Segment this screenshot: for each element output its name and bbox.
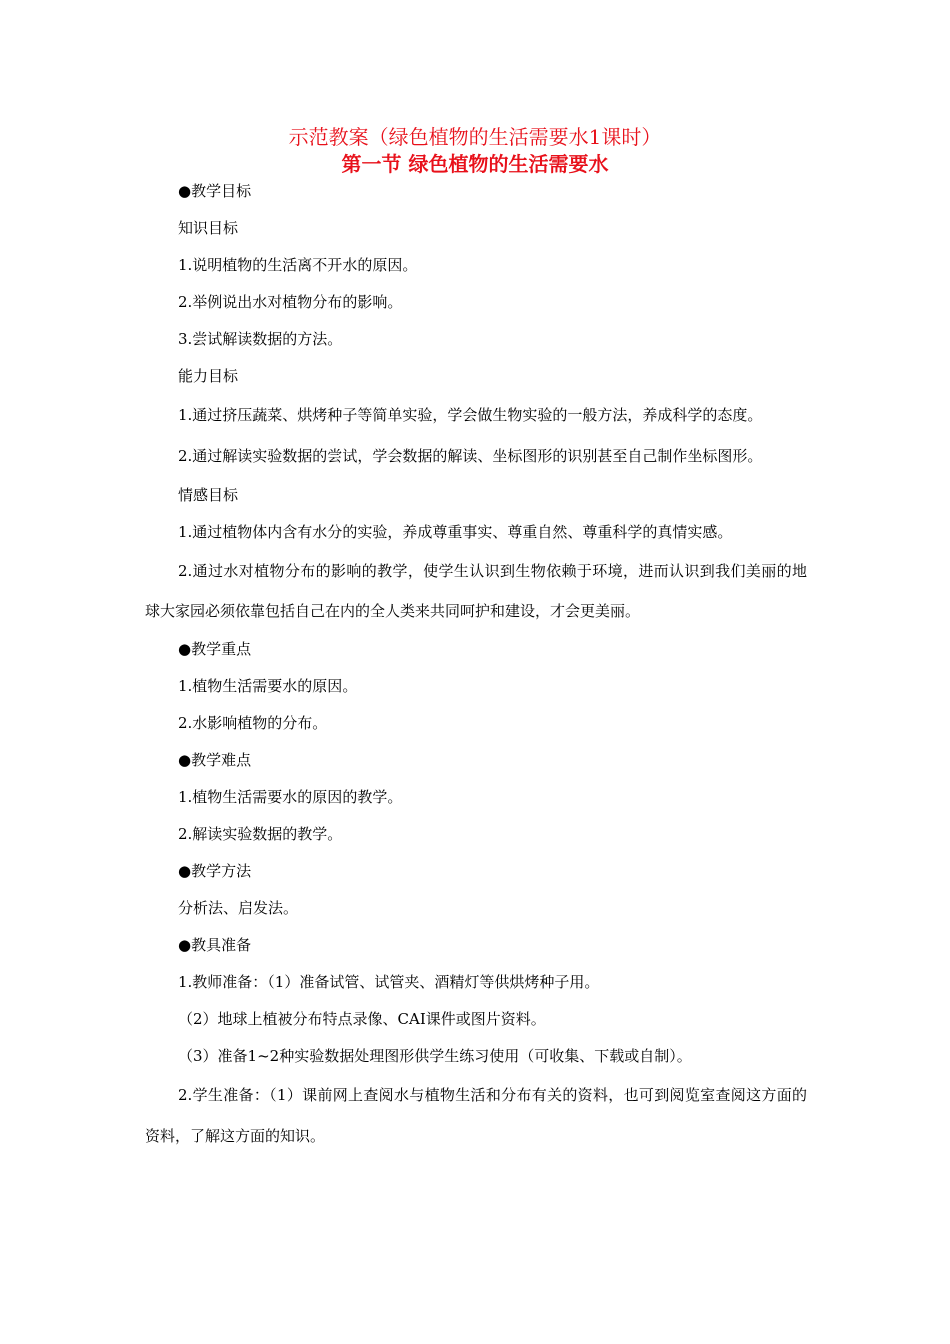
paragraph: 分析法、启发法。 <box>178 899 299 917</box>
heading-teaching-aids: ●教具准备 <box>178 936 252 954</box>
heading-key-points: ●教学重点 <box>178 640 252 658</box>
paragraph: （2）地球上植被分布特点录像、CAI课件或图片资料。 <box>178 1010 546 1028</box>
heading-teaching-goals: ●教学目标 <box>178 182 252 200</box>
paragraph: 2.水影响植物的分布。 <box>178 714 328 732</box>
paragraph: 2.学生准备：（1）课前网上查阅水与植物生活和分布有关的资料，也可到阅览室查阅这方面的资料，了解这方面的知识。 <box>145 1086 807 1145</box>
subheading-ability-goals: 能力目标 <box>178 367 239 385</box>
paragraph: 3.尝试解读数据的方法。 <box>178 330 343 348</box>
paragraph: 2.解读实验数据的教学。 <box>178 825 343 843</box>
heading-teaching-methods: ●教学方法 <box>178 862 252 880</box>
paragraph: 2.通过水对植物分布的影响的教学，使学生认识到生物依赖于环境，进而认识到我们美丽的地球大家园必须依靠包括自己在内的全人类来共同呵护和建设，才会更美丽。 <box>145 562 807 620</box>
paragraph: 1.植物生活需要水的原因。 <box>178 677 358 695</box>
document-title: 示范教案（绿色植物的生活需要水1课时） <box>288 125 662 149</box>
paragraph: 1.说明植物的生活离不开水的原因。 <box>178 256 418 274</box>
heading-difficult-points: ●教学难点 <box>178 751 252 769</box>
subheading-emotional-goals: 情感目标 <box>178 486 239 504</box>
subheading-knowledge-goals: 知识目标 <box>178 219 239 237</box>
paragraph: 1.教师准备：（1）准备试管、试管夹、酒精灯等供烘烤种子用。 <box>178 973 600 991</box>
paragraph: 2.举例说出水对植物分布的影响。 <box>178 293 403 311</box>
document-body <box>145 173 807 1157</box>
paragraph: 1.通过植物体内含有水分的实验，养成尊重事实、尊重自然、尊重科学的真情实感。 <box>178 523 733 541</box>
section-title: 第一节 绿色植物的生活需要水 <box>341 152 609 176</box>
paragraph: 1.植物生活需要水的原因的教学。 <box>178 788 403 806</box>
paragraph: 2.通过解读实验数据的尝试，学会数据的解读、坐标图形的识别甚至自己制作坐标图形。 <box>178 447 763 465</box>
paragraph: 1.通过挤压蔬菜、烘烤种子等简单实验，学会做生物实验的一般方法，养成科学的态度。 <box>178 406 763 424</box>
paragraph: （3）准备1~2种实验数据处理图形供学生练习使用（可收集、下载或自制）。 <box>178 1047 692 1065</box>
